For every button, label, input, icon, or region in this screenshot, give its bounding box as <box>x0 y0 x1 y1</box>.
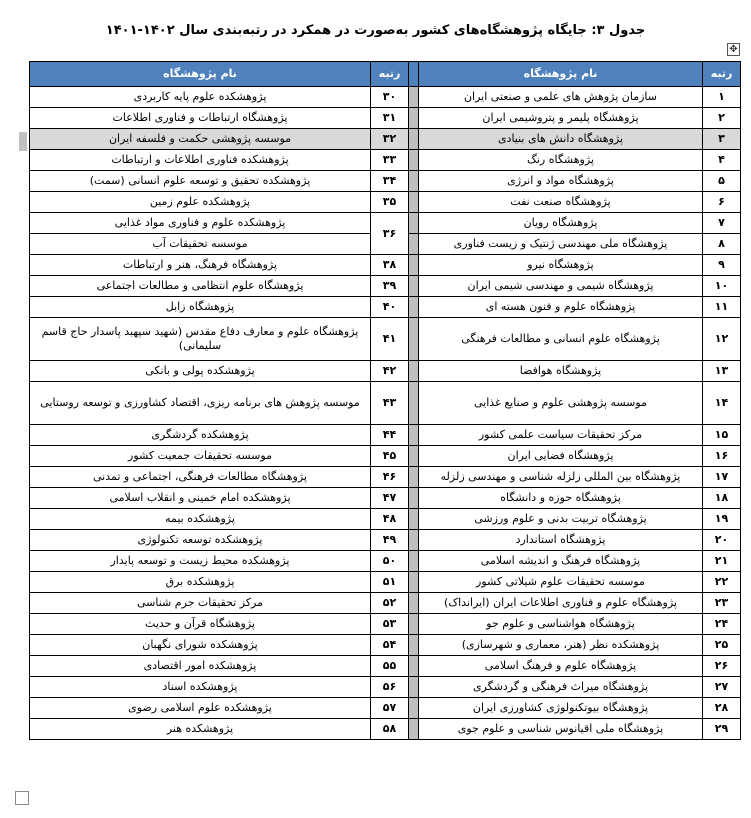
name-cell: پژوهشگاه صنعت نفت <box>419 192 703 213</box>
gap-cell <box>409 276 419 297</box>
name-cell: پژوهشکده برق <box>30 572 371 593</box>
name-cell: پژوهشگاه ارتباطات و فناوری اطلاعات <box>30 108 371 129</box>
name-cell: پژوهشکده پولی و بانکی <box>30 361 371 382</box>
name-cell: پژوهشگاه رنگ <box>419 150 703 171</box>
gap-cell <box>409 677 419 698</box>
name-cell: پژوهشکده فناوری اطلاعات و ارتباطات <box>30 150 371 171</box>
rank-cell: ۵۱ <box>371 572 409 593</box>
gap-cell <box>409 572 419 593</box>
name-cell: پژوهشکده تحقیق و توسعه علوم انسانی (سمت) <box>30 171 371 192</box>
gap-cell <box>409 551 419 572</box>
rank-cell: ۵۷ <box>371 698 409 719</box>
rank-cell: ۸ <box>703 234 741 255</box>
gap-cell <box>409 382 419 425</box>
table-row[interactable] <box>30 509 741 530</box>
rank-cell: ۴۴ <box>371 425 409 446</box>
table-resize-handle[interactable] <box>15 791 29 805</box>
rank-cell: ۲۴ <box>703 614 741 635</box>
rank-cell: ۱۳ <box>703 361 741 382</box>
rank-cell: ۴۹ <box>371 530 409 551</box>
name-cell: موسسه تحقیقات علوم شیلاتی کشور <box>419 572 703 593</box>
name-cell: پژوهشگاه بین المللی زلزله شناسی و مهندسی زلزله <box>419 467 703 488</box>
gap-cell <box>409 530 419 551</box>
gap-cell <box>409 614 419 635</box>
gap-cell <box>409 129 419 150</box>
name-cell: پژوهشگاه علوم انسانی و مطالعات فرهنگی <box>419 318 703 361</box>
rank-cell: ۴۲ <box>371 361 409 382</box>
table-row[interactable] <box>30 171 741 192</box>
table-row[interactable] <box>30 467 741 488</box>
name-cell: پژوهشکده شورای نگهبان <box>30 635 371 656</box>
table-row[interactable] <box>30 446 741 467</box>
gap-cell <box>409 635 419 656</box>
rank-cell: ۱۹ <box>703 509 741 530</box>
rank-cell: ۲۷ <box>703 677 741 698</box>
table-caption: جدول ۳: جایگاه پژوهشگاه‌های کشور به‌صورت در همکرد در رتبه‌بندی سال ۱۴۰۲-۱۴۰۱ <box>105 23 646 38</box>
rank-cell: ۲۹ <box>703 719 741 740</box>
gap-cell <box>409 171 419 192</box>
table-row[interactable] <box>30 698 741 719</box>
rank-cell: ۱۶ <box>703 446 741 467</box>
name-cell: پژوهشگاه ملی مهندسی ژنتیک و زیست فناوری <box>419 234 703 255</box>
name-cell: پژوهشگاه ملی اقیانوس شناسی و علوم جوی <box>419 719 703 740</box>
name-cell: پژوهشکده علوم و فناوری مواد غذایی <box>30 213 371 234</box>
table-row[interactable] <box>30 530 741 551</box>
rank-cell: ۱۷ <box>703 467 741 488</box>
table-row[interactable] <box>30 425 741 446</box>
rank-cell: ۱۵ <box>703 425 741 446</box>
name-cell: پژوهشکده اسناد <box>30 677 371 698</box>
name-cell: پژوهشگاه استاندارد <box>419 530 703 551</box>
table-row[interactable] <box>30 593 741 614</box>
rank-cell: ۱ <box>703 87 741 108</box>
table-row[interactable] <box>30 318 741 361</box>
rank-cell: ۳۴ <box>371 171 409 192</box>
name-cell: سازمان پژوهش های علمی و صنعتی ایران <box>419 87 703 108</box>
table-body <box>30 87 741 740</box>
rank-cell: ۵۵ <box>371 656 409 677</box>
name-cell: پژوهشگاه هوافضا <box>419 361 703 382</box>
rank-cell: ۵۸ <box>371 719 409 740</box>
table-row[interactable] <box>30 677 741 698</box>
gap-cell <box>409 192 419 213</box>
name-cell: پژوهشگاه قرآن و حدیث <box>30 614 371 635</box>
table-row[interactable] <box>30 87 741 108</box>
rank-cell: ۱۰ <box>703 276 741 297</box>
name-cell: مرکز تحقیقات سیاست علمی کشور <box>419 425 703 446</box>
name-cell: پژوهشگاه مطالعات فرهنگی، اجتماعی و تمدنی <box>30 467 371 488</box>
gap-cell <box>409 255 419 276</box>
rank-cell: ۲۶ <box>703 656 741 677</box>
name-cell: پژوهشگاه علوم و فناوری اطلاعات ایران (ایرانداک) <box>419 593 703 614</box>
gap-cell <box>409 87 419 108</box>
name-cell: پژوهشگاه شیمی و مهندسی شیمی ایران <box>419 276 703 297</box>
rank-cell: ۴۸ <box>371 509 409 530</box>
name-cell: پژوهشگاه فرهنگ و اندیشه اسلامی <box>419 551 703 572</box>
rank-header: رتبه <box>371 62 409 87</box>
name-cell: پژوهشکده امور اقتصادی <box>30 656 371 677</box>
rank-cell: ۵ <box>703 171 741 192</box>
rank-cell: ۲ <box>703 108 741 129</box>
rank-cell: ۹ <box>703 255 741 276</box>
gap-cell <box>409 297 419 318</box>
name-cell: پژوهشگاه مواد و انرژی <box>419 171 703 192</box>
name-cell: پژوهشکده هنر <box>30 719 371 740</box>
rank-cell: ۲۳ <box>703 593 741 614</box>
gap-cell <box>409 425 419 446</box>
rank-cell: ۶ <box>703 192 741 213</box>
rank-cell: ۵۴ <box>371 635 409 656</box>
name-cell: پژوهشکده بیمه <box>30 509 371 530</box>
table-row[interactable] <box>30 382 741 425</box>
name-cell: پژوهشگاه زابل <box>30 297 371 318</box>
name-cell: پژوهشکده علوم اسلامی رضوی <box>30 698 371 719</box>
rank-cell: ۳۱ <box>371 108 409 129</box>
name-cell: مرکز تحقیقات جرم شناسی <box>30 593 371 614</box>
table-row[interactable] <box>30 213 741 234</box>
row-selection-marker <box>19 132 27 151</box>
rank-cell: ۷ <box>703 213 741 234</box>
name-cell: پژوهشگاه فرهنگ، هنر و ارتباطات <box>30 255 371 276</box>
rank-cell: ۳۳ <box>371 150 409 171</box>
name-cell: موسسه پژوهش های برنامه ریزی، اقتصاد کشاورزی و توسعه روستایی <box>30 382 371 425</box>
gap-cell <box>409 467 419 488</box>
rank-cell: ۳۹ <box>371 276 409 297</box>
gap-cell <box>409 593 419 614</box>
name-cell: موسسه پژوهشی علوم و صنایع غذایی <box>419 382 703 425</box>
name-cell: پژوهشگاه دانش های بنیادی <box>419 129 703 150</box>
rank-cell: ۱۱ <box>703 297 741 318</box>
name-cell: پژوهشگاه علوم و فرهنگ اسلامی <box>419 656 703 677</box>
table-row[interactable] <box>30 488 741 509</box>
name-cell: پژوهشکده نظر (هنر، معماری و شهرسازی) <box>419 635 703 656</box>
gap-cell <box>409 234 419 255</box>
gap-cell <box>409 698 419 719</box>
name-cell: پژوهشگاه بیوتکنولوژی کشاورزی ایران <box>419 698 703 719</box>
column-gap <box>409 62 419 87</box>
rank-cell: ۱۸ <box>703 488 741 509</box>
rank-cell: ۱۲ <box>703 318 741 361</box>
table-row[interactable] <box>30 656 741 677</box>
gap-cell <box>409 361 419 382</box>
table-row[interactable] <box>30 276 741 297</box>
table-row[interactable] <box>30 635 741 656</box>
name-cell: موسسه تحقیقات جمعیت کشور <box>30 446 371 467</box>
name-cell: پژوهشکده امام خمینی و انقلاب اسلامی <box>30 488 371 509</box>
header-row <box>30 62 741 87</box>
table-row[interactable] <box>30 614 741 635</box>
rank-cell: ۵۰ <box>371 551 409 572</box>
name-header: نام پژوهشگاه <box>419 62 703 87</box>
gap-cell <box>409 318 419 361</box>
name-cell: پژوهشگاه فضایی ایران <box>419 446 703 467</box>
name-cell: پژوهشگاه رویان <box>419 213 703 234</box>
table-row[interactable] <box>30 150 741 171</box>
gap-cell <box>409 213 419 234</box>
name-cell: پژوهشکده علوم پایه کاربردی <box>30 87 371 108</box>
table-row[interactable] <box>30 192 741 213</box>
rank-header: رتبه <box>703 62 741 87</box>
name-cell: موسسه تحقیقات آب <box>30 234 371 255</box>
gap-cell <box>409 509 419 530</box>
rank-cell: ۱۴ <box>703 382 741 425</box>
name-cell: پژوهشکده توسعه تکنولوژی <box>30 530 371 551</box>
name-header: نام پژوهشگاه <box>30 62 371 87</box>
rank-cell: ۳۶ <box>371 213 409 255</box>
name-cell: پژوهشگاه علوم و فنون هسته ای <box>419 297 703 318</box>
name-cell: پژوهشگاه نیرو <box>419 255 703 276</box>
rank-cell: ۲۸ <box>703 698 741 719</box>
table-row[interactable] <box>30 129 741 150</box>
rank-cell: ۳۸ <box>371 255 409 276</box>
gap-cell <box>409 150 419 171</box>
table-row[interactable] <box>30 108 741 129</box>
rank-cell: ۳ <box>703 129 741 150</box>
gap-cell <box>409 446 419 467</box>
rank-cell: ۳۲ <box>371 129 409 150</box>
rank-cell: ۳۵ <box>371 192 409 213</box>
table-row[interactable] <box>30 255 741 276</box>
rank-cell: ۲۲ <box>703 572 741 593</box>
rank-cell: ۴۶ <box>371 467 409 488</box>
rank-cell: ۳۰ <box>371 87 409 108</box>
rank-cell: ۴۵ <box>371 446 409 467</box>
name-cell: پژوهشکده گردشگری <box>30 425 371 446</box>
table-row[interactable] <box>30 297 741 318</box>
rank-cell: ۴۳ <box>371 382 409 425</box>
name-cell: پژوهشگاه علوم انتظامی و مطالعات اجتماعی <box>30 276 371 297</box>
table-row[interactable] <box>30 719 741 740</box>
name-cell: پژوهشکده علوم زمین <box>30 192 371 213</box>
name-cell: پژوهشکده محیط زیست و توسعه پایدار <box>30 551 371 572</box>
rank-cell: ۴۷ <box>371 488 409 509</box>
rank-cell: ۴ <box>703 150 741 171</box>
name-cell: پژوهشگاه علوم و معارف دفاع مقدس (شهید سپهبد پاسدار حاج قاسم سلیمانی) <box>30 318 371 361</box>
table-move-handle-icon[interactable]: ✥ <box>727 43 740 56</box>
rank-cell: ۴۱ <box>371 318 409 361</box>
name-cell: موسسه پژوهشی حکمت و فلسفه ایران <box>30 129 371 150</box>
gap-cell <box>409 108 419 129</box>
name-cell: پژوهشگاه پلیمر و پتروشیمی ایران <box>419 108 703 129</box>
ranking-table <box>29 61 741 740</box>
gap-cell <box>409 488 419 509</box>
name-cell: پژوهشگاه حوزه و دانشگاه <box>419 488 703 509</box>
gap-cell <box>409 719 419 740</box>
rank-cell: ۲۰ <box>703 530 741 551</box>
rank-cell: ۵۲ <box>371 593 409 614</box>
rank-cell: ۲۱ <box>703 551 741 572</box>
rank-cell: ۲۵ <box>703 635 741 656</box>
gap-cell <box>409 656 419 677</box>
rank-cell: ۵۶ <box>371 677 409 698</box>
table-row[interactable] <box>30 572 741 593</box>
table-row[interactable] <box>30 551 741 572</box>
table-row[interactable] <box>30 361 741 382</box>
rank-cell: ۴۰ <box>371 297 409 318</box>
name-cell: پژوهشگاه تربیت بدنی و علوم ورزشی <box>419 509 703 530</box>
rank-cell: ۵۳ <box>371 614 409 635</box>
name-cell: پژوهشگاه میراث فرهنگی و گردشگری <box>419 677 703 698</box>
name-cell: پژوهشگاه هواشناسی و علوم جو <box>419 614 703 635</box>
